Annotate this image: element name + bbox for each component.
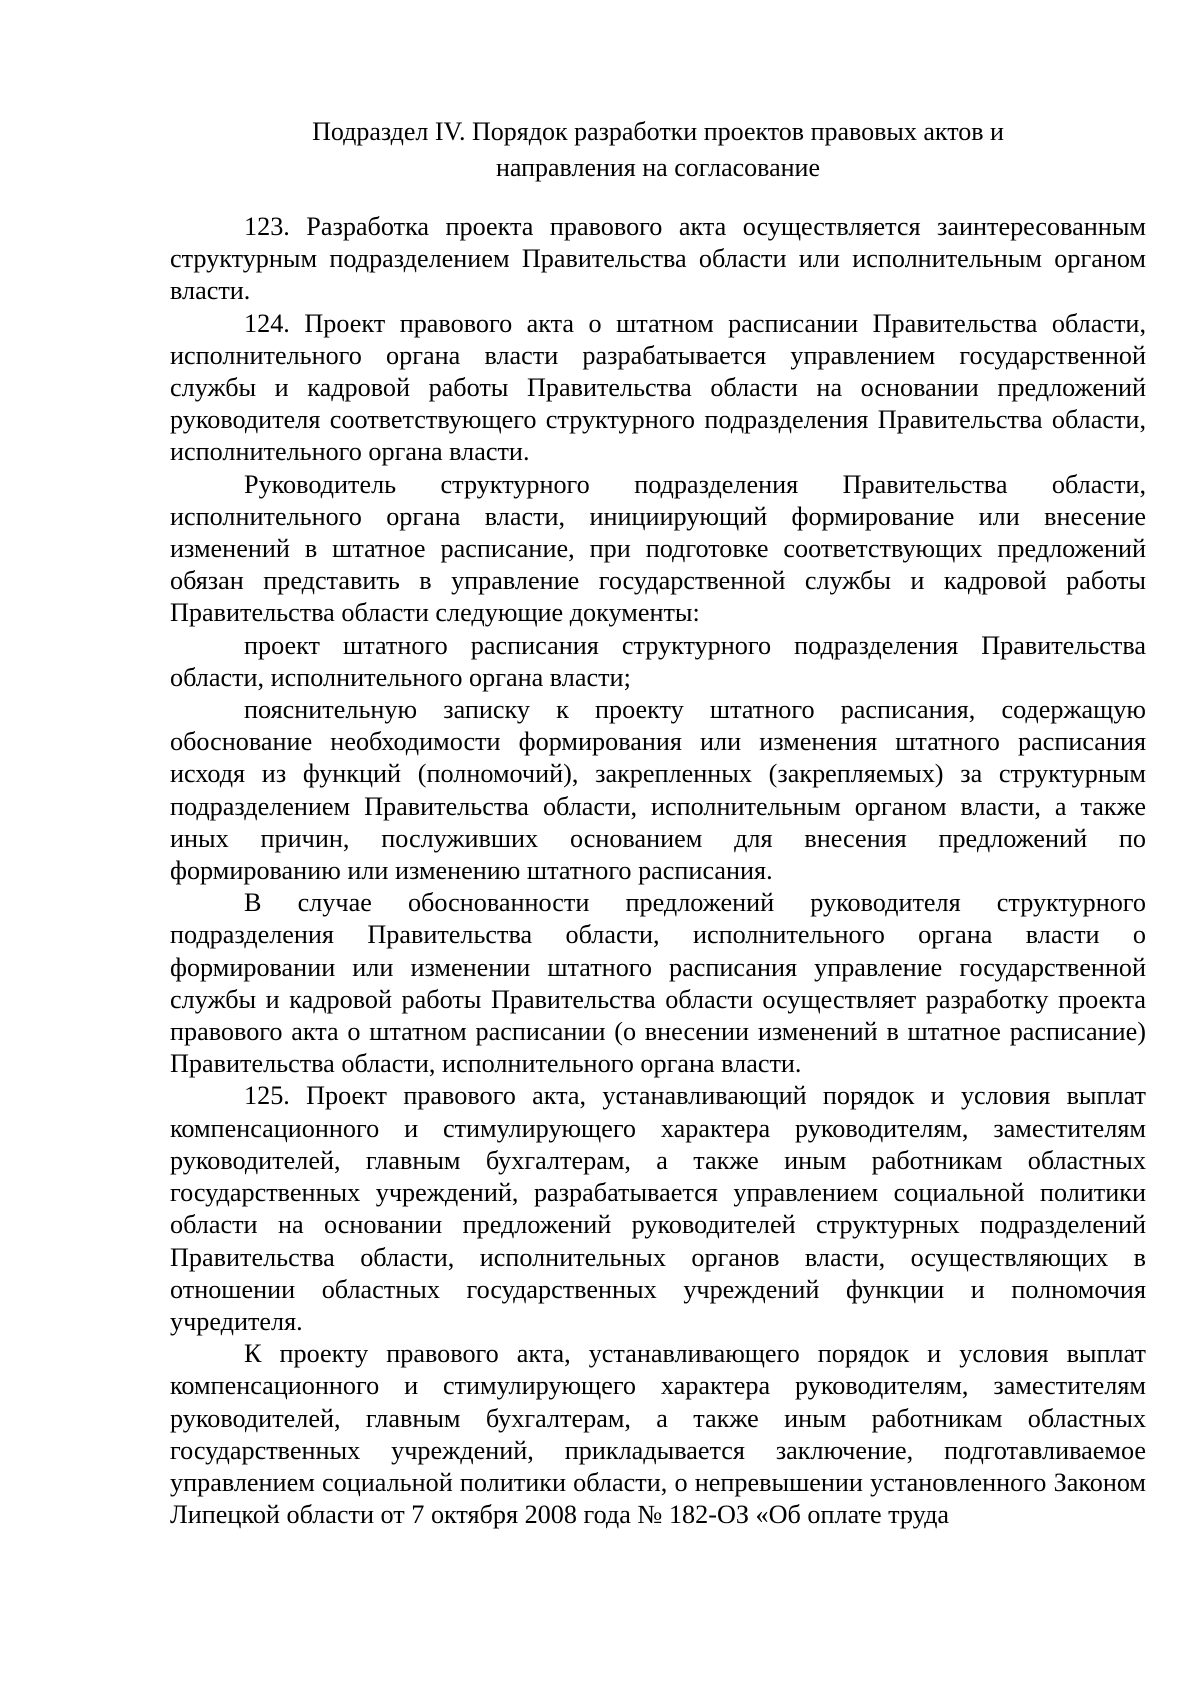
paragraph-124-justified-case: В случае обоснованности предложений руководителя структурного подразделения Правительства области, исполнительного органа власти о формировании или изменении штатного расписания управление государственной службы и кадровой работы Правительства области осуществляет разработку проекта правового акта о штатном расписании (о внесении изменений в штатное расписание) Правительства области, исполнительного органа власти. bbox=[170, 888, 1146, 1079]
section-heading-line-2: направления на согласование bbox=[495, 153, 821, 182]
paragraph-123: 123. Разработка проекта правового акта осуществляется заинтересованным структурным подразделением Правительства области или исполнительным органом власти. bbox=[170, 212, 1146, 306]
paragraph-124: 124. Проект правового акта о штатном расписании Правительства области, исполнительного органа власти разрабатывается управлением государственной службы и кадровой работы Правительства области на основании предложений руководителя соответствующего структурного подразделения Правительства области, исполнительного органа власти. bbox=[170, 308, 1146, 467]
section-heading-line-1: Подраздел IV. Порядок разработки проектов правовых актов и bbox=[312, 117, 1004, 146]
document-body bbox=[170, 211, 1146, 1531]
paragraph-124-head-obligation: Руководитель структурного подразделения Правительства области, исполнительного органа власти, инициирующий формирование или внесение изменений в штатное расписание, при подготовке соответствующих предложений обязан представить в управление государственной службы и кадровой работы Правительства области следующие документы: bbox=[170, 469, 1146, 628]
paragraph-125: 125. Проект правового акта, устанавливающий порядок и условия выплат компенсационного и стимулирующего характера руководителям, заместителям руководителей, главным бухгалтерам, а также иным работникам областных государственных учреждений, разрабатывается управлением социальной политики области на основании предложений руководителей структурных подразделений Правительства области, исполнительных органов власти, осуществляющих в отношении областных государственных учреждений функции и полномочия учредителя. bbox=[170, 1081, 1146, 1336]
paragraph-124-list-item-note: пояснительную записку к проекту штатного расписания, содержащую обоснование необходимости формирования или изменения штатного расписания исходя из функций (полномочий), закрепленных (закрепляемых) за структурным подразделением Правительства области, исполнительным органом власти, а также иных причин, послуживших основанием для внесения предложений по формированию или изменению штатного расписания. bbox=[170, 695, 1146, 886]
paragraph-124-list-item-draft: проект штатного расписания структурного подразделения Правительства области, исполнительного органа власти; bbox=[170, 630, 1146, 692]
paragraph-125-attachment: К проекту правового акта, устанавливающего порядок и условия выплат компенсационного и стимулирующего характера руководителям, заместителям руководителей, главным бухгалтерам, а также иным работникам областных государственных учреждений, прикладывается заключение, подготавливаемое управлением социальной политики области, о непревышении установленного Законом Липецкой области от 7 октября 2008 года № 182-ОЗ «Об оплате труда bbox=[170, 1339, 1146, 1530]
section-heading bbox=[170, 114, 1146, 186]
